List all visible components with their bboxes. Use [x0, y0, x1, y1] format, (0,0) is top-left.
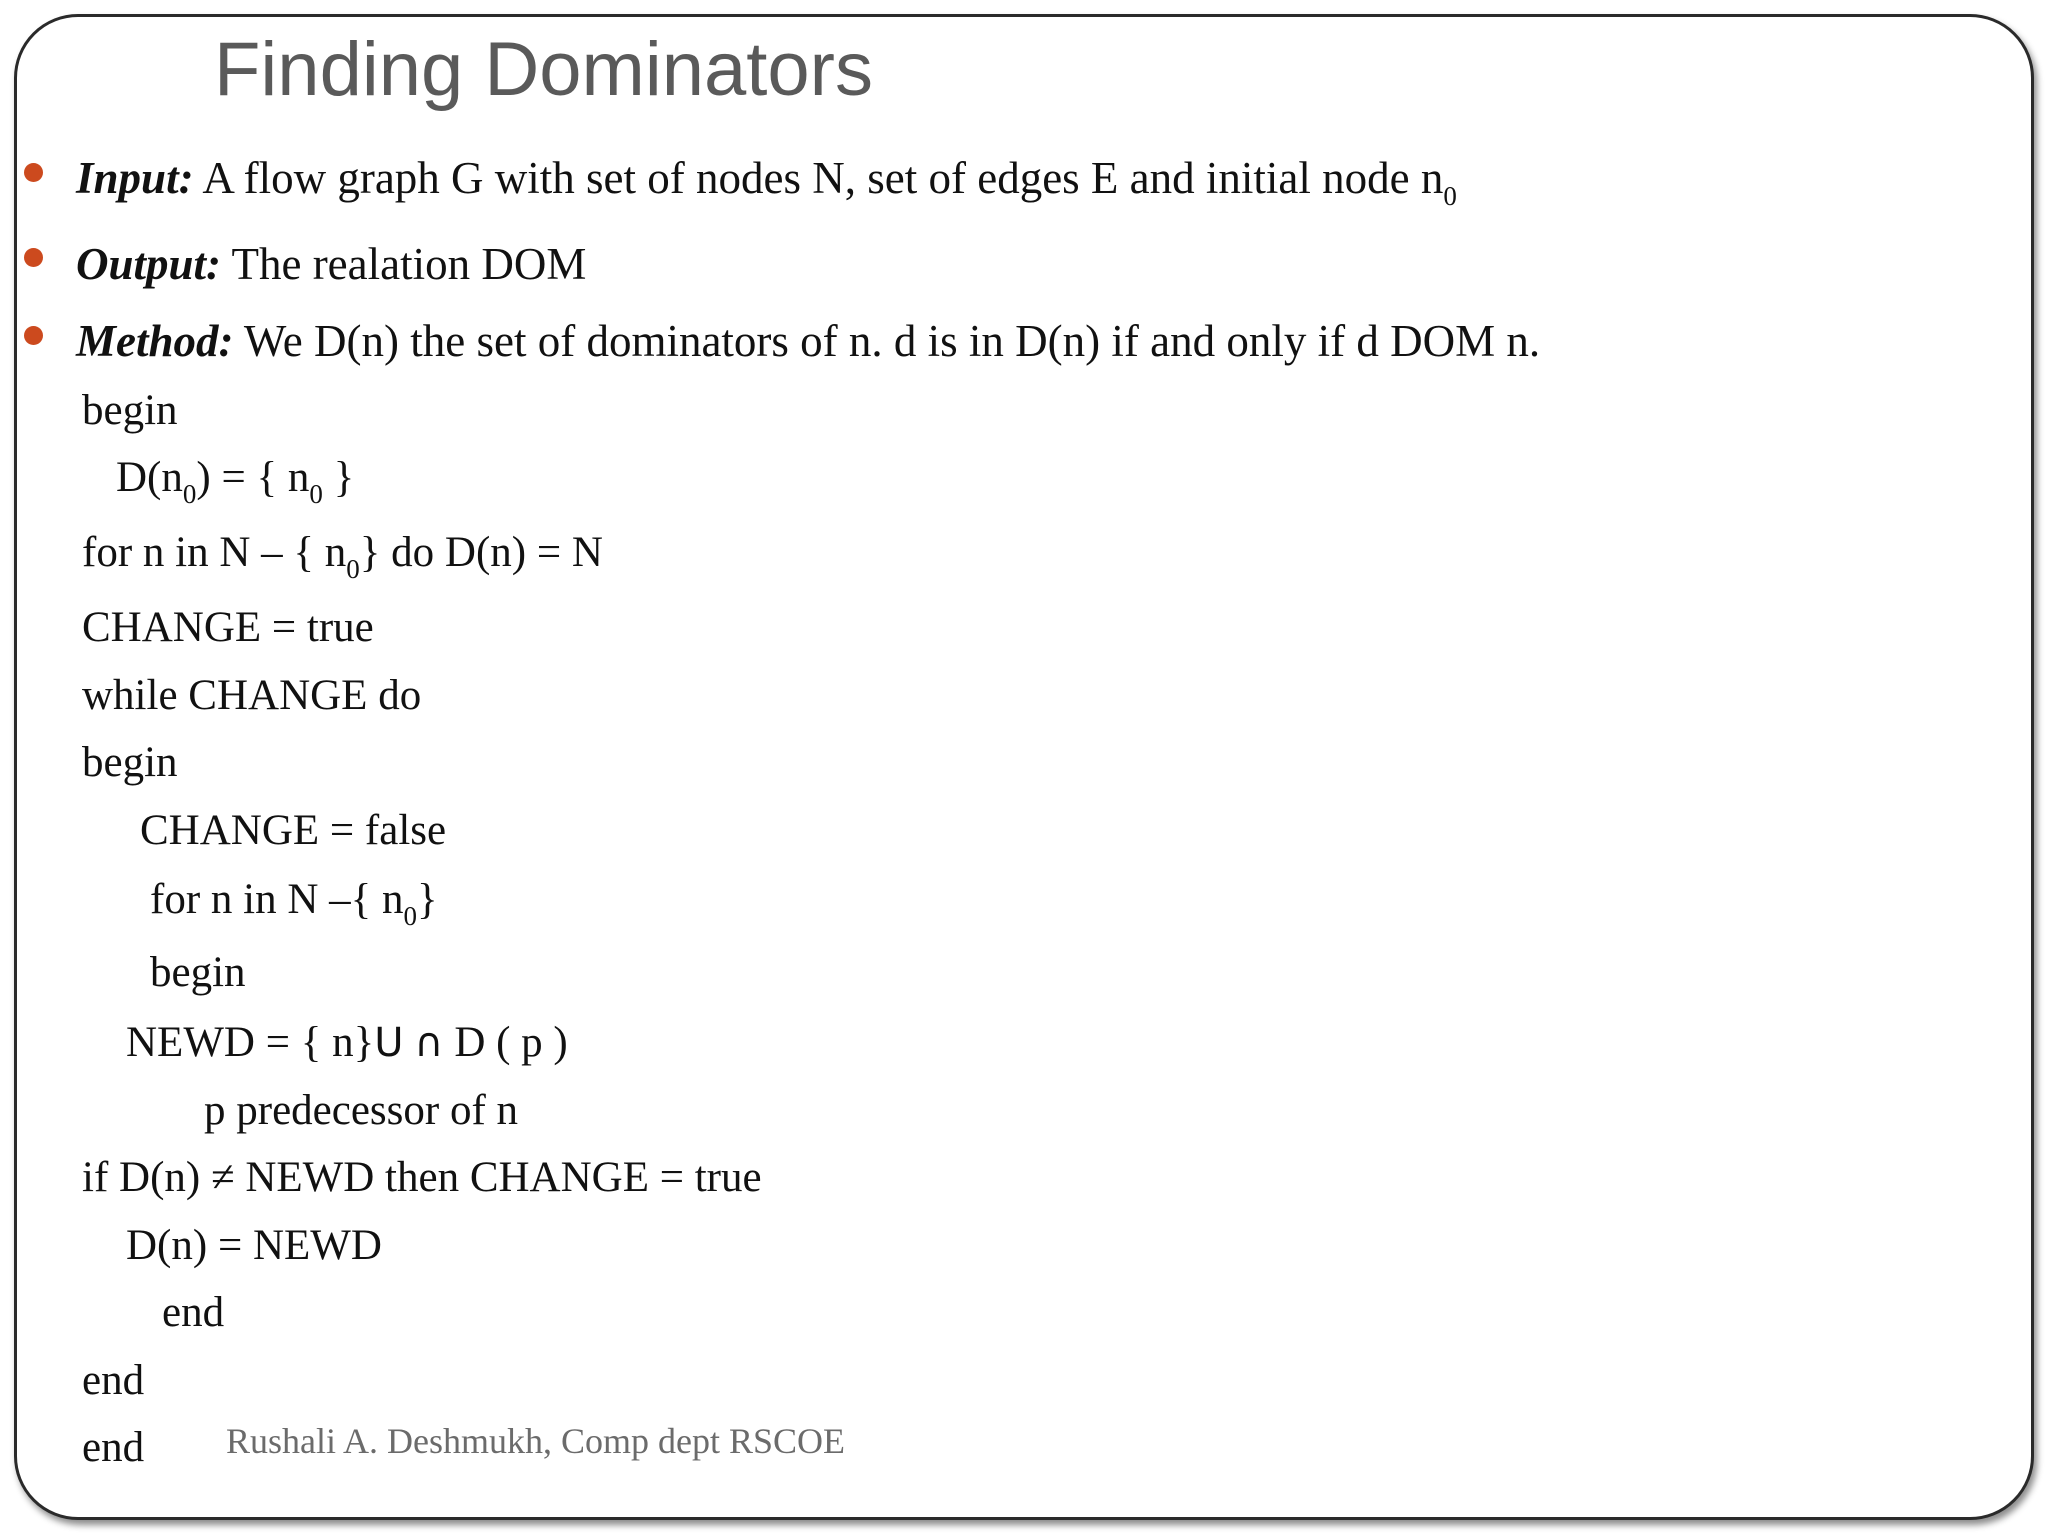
code-text: NEWD = { n}	[126, 1019, 375, 1066]
bullet-text: We D(n) the set of dominators of n. d is in D(n) if and only if d DOM n.	[233, 316, 1541, 366]
code-line: CHANGE = false	[140, 807, 447, 854]
bullet-icon	[24, 163, 43, 182]
bullet-icon	[24, 326, 43, 345]
bullet-method	[76, 313, 1540, 369]
code-text: }	[322, 454, 355, 501]
code-text: D ( p )	[443, 1019, 568, 1066]
code-line	[126, 1015, 568, 1071]
code-text: for n in N –{ n	[150, 876, 404, 923]
code-text: if D(n)	[82, 1154, 211, 1201]
code-line: begin	[150, 949, 246, 996]
code-line	[116, 450, 354, 510]
bullet-output	[76, 236, 586, 292]
code-line: end	[82, 1424, 145, 1471]
not-equal-symbol: ≠	[210, 1154, 235, 1201]
subscript: 0	[403, 901, 418, 931]
slide-title: Finding Dominators	[214, 27, 873, 112]
code-text: }	[417, 876, 438, 923]
code-text: D(n	[116, 454, 183, 501]
bullet-label: Method:	[76, 316, 234, 366]
union-symbol: U	[374, 1020, 404, 1066]
code-line	[82, 525, 603, 585]
code-text: ) = { n	[196, 454, 310, 501]
code-line: CHANGE = true	[82, 604, 374, 651]
bullet-input	[76, 150, 1457, 212]
code-line	[150, 872, 438, 932]
subscript: 0	[346, 554, 360, 584]
code-text: NEWD then CHANGE = true	[234, 1154, 762, 1201]
bullet-label: Output:	[76, 239, 222, 289]
footer-author: Rushali A. Deshmukh, Comp dept RSCOE	[226, 1421, 846, 1461]
code-line: begin	[82, 387, 178, 434]
code-text: for n in N – { n	[82, 529, 347, 576]
code-line: p predecessor of n	[204, 1087, 519, 1134]
code-line	[82, 1150, 762, 1206]
bullet-text: A flow graph G with set of nodes N, set of edges E and initial node n	[193, 153, 1444, 203]
subscript: 0	[182, 479, 197, 509]
code-line: while CHANGE do	[82, 672, 422, 719]
code-line: begin	[82, 739, 178, 786]
bullet-label: Input:	[76, 153, 194, 203]
code-line: D(n) = NEWD	[126, 1222, 382, 1269]
code-line: end	[162, 1289, 225, 1336]
bullet-text: The realation DOM	[221, 239, 587, 289]
bullet-icon	[24, 248, 43, 267]
intersection-symbol: ∩	[414, 1020, 444, 1066]
code-line: end	[82, 1357, 145, 1404]
code-text: } do D(n) = N	[359, 529, 603, 576]
subscript: 0	[309, 479, 323, 509]
subscript: 0	[1443, 181, 1457, 211]
